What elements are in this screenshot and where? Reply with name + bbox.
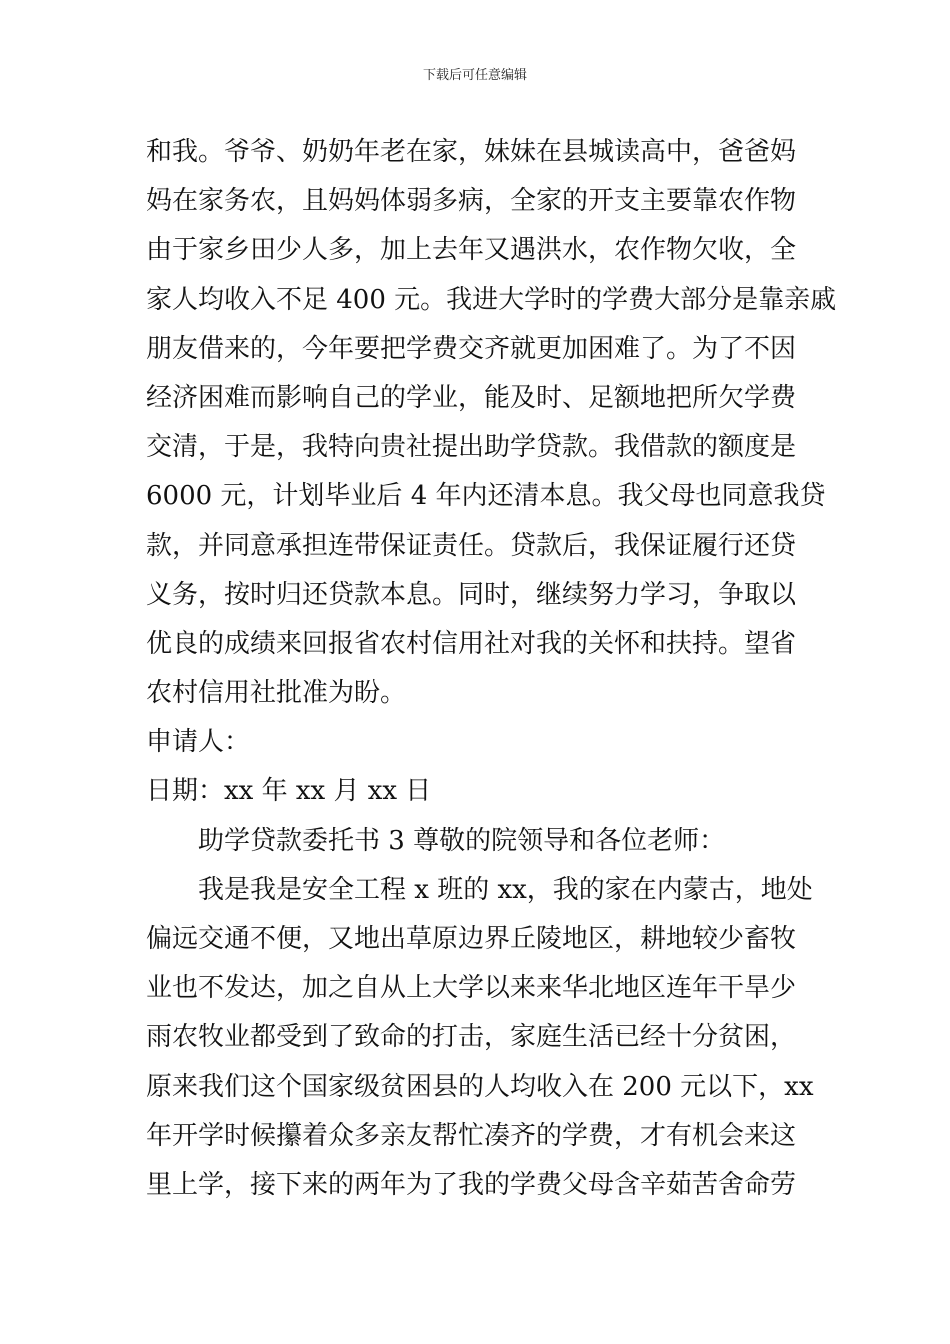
- applicant-label: 申请人：: [146, 727, 251, 758]
- text-line: 我是我是安全工程 x 班的 xx，我的家在内蒙古，地处: [198, 874, 813, 905]
- text-line: 6000 元，计划毕业后 4 年内还清本息。我父母也同意我贷: [146, 481, 826, 512]
- text-line: 妈在家务农，且妈妈体弱多病，全家的开支主要靠农作物: [146, 186, 797, 217]
- document-body: [146, 128, 837, 1210]
- text-line: 偏远交通不便，又地出草原边界丘陵地区，耕地较少畜牧: [146, 924, 797, 954]
- text-line: 原来我们这个国家级贫困县的人均收入在 200 元以下，xx: [146, 1071, 814, 1102]
- text-line: 交清，于是，我特向贵社提出助学贷款。我借款的额度是: [146, 432, 797, 463]
- text-line: 义务，按时归还贷款本息。同时，继续努力学习，争取以: [146, 579, 797, 610]
- text-line: 优良的成绩来回报省农村信用社对我的关怀和扶持。望省: [146, 628, 797, 659]
- text-line: 由于家乡田少人多，加上去年又遇洪水，农作物欠收，全: [146, 235, 797, 266]
- text-line: 雨农牧业都受到了致命的打击，家庭生活已经十分贫困，: [146, 1022, 797, 1053]
- text-line: 里上学，接下来的两年为了我的学费父母含辛茹苦舍命劳: [146, 1169, 797, 1200]
- date-line: 日期：xx 年 xx 月 xx 日: [146, 776, 432, 807]
- text-line: 年开学时候攥着众多亲友帮忙凑齐的学费，才有机会来这: [146, 1120, 797, 1151]
- text-line: 和我。爷爷、奶奶年老在家，妹妹在县城读高中，爸爸妈: [146, 137, 797, 167]
- text-line: 农村信用社批准为盼。: [146, 678, 407, 709]
- text-line: 经济困难而影响自己的学业，能及时、足额地把所欠学费: [146, 382, 797, 413]
- text-line: 业也不发达，加之自从上大学以来来华北地区连年干旱少: [146, 973, 797, 1004]
- text-line: 款，并同意承担连带保证责任。贷款后，我保证履行还贷: [146, 530, 797, 561]
- text-line: 家人均收入不足 400 元。我进大学时的学费大部分是靠亲戚: [146, 284, 837, 315]
- page-header: 下载后可任意编辑: [422, 68, 527, 83]
- text-line: 朋友借来的，今年要把学费交齐就更加困难了。为了不因: [146, 333, 797, 364]
- section-heading: 助学贷款委托书 3 尊敬的院领导和各位老师：: [198, 825, 726, 856]
